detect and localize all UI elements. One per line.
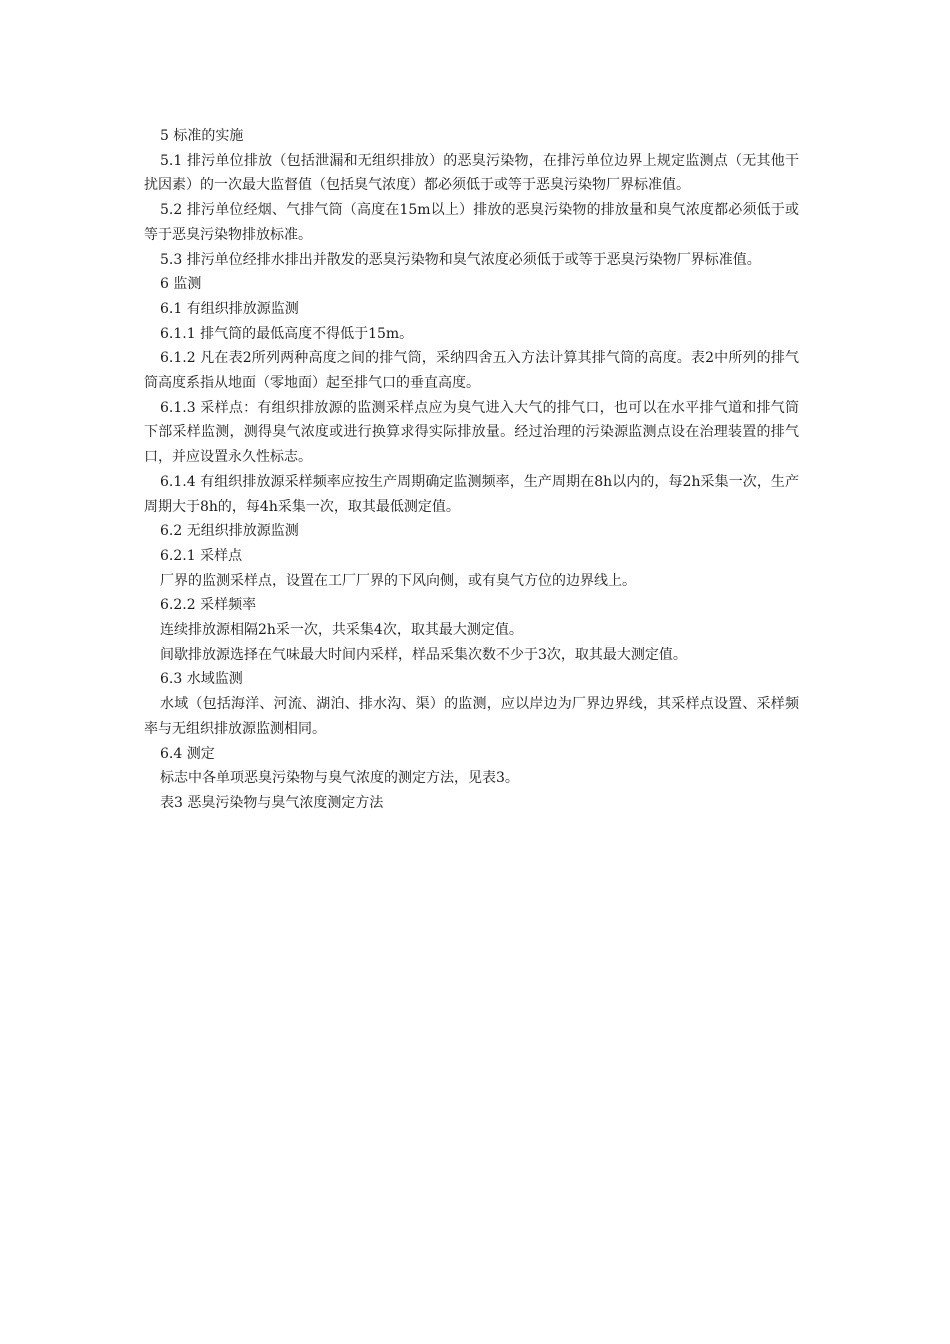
section-heading-6: 6 监测	[160, 276, 202, 293]
clause-6-3-text: 水域（包括海洋、河流、湖泊、排水沟、渠）的监测，应以岸边为厂界边界线，其采样点设置、采样频率与无组织排放源监测相同。	[144, 696, 799, 737]
clause-6-1-1: 6.1.1 排气筒的最低高度不得低于15m。	[160, 325, 414, 342]
clause-6-2-2-text-continuous: 连续排放源相隔2h采一次，共采集4次，取其最大测定值。	[160, 622, 523, 639]
document-page	[144, 124, 799, 816]
subsection-heading-6-1: 6.1 有组织排放源监测	[160, 300, 299, 317]
subsection-heading-6-4: 6.4 测定	[160, 745, 215, 762]
clause-5-3: 5.3 排污单位经排水排出并散发的恶臭污染物和臭气浓度必须低于或等于恶臭污染物厂界标准值。	[160, 251, 761, 268]
subsection-heading-6-3: 6.3 水域监测	[160, 671, 243, 688]
clause-5-1: 5.1 排污单位排放（包括泄漏和无组织排放）的恶臭污染物，在排污单位边界上规定监测点（无其他干扰因素）的一次最大监督值（包括臭气浓度）都必须低于或等于恶臭污染物厂界标准值。	[144, 152, 799, 194]
clause-6-2-1-heading: 6.2.1 采样点	[160, 547, 243, 564]
clause-6-1-3: 6.1.3 采样点：有组织排放源的监测采样点应为臭气进入大气的排气口，也可以在水平排气道和排气筒下部采样监测，测得臭气浓度或进行换算求得实际排放量。经过治理的污染源监测点设在治理装置的排气口，并应设置永久性标志。	[144, 399, 799, 466]
clause-6-4-text: 标志中各单项恶臭污染物与臭气浓度的测定方法，见表3。	[160, 770, 519, 787]
section-heading-5: 5 标准的实施	[160, 128, 244, 144]
clause-6-1-4: 6.1.4 有组织排放源采样频率应按生产周期确定监测频率，生产周期在8h以内的，每2h采集一次，生产周期大于8h的，每4h采集一次，取其最低测定值。	[144, 473, 799, 515]
clause-6-2-2-text-intermittent: 间歇排放源选择在气味最大时间内采样，样品采集次数不少于3次，取其最大测定值。	[160, 646, 687, 663]
clause-6-2-1-text: 厂界的监测采样点，设置在工厂厂界的下风向侧，或有臭气方位的边界线上。	[160, 572, 636, 589]
clause-6-2-2-heading: 6.2.2 采样频率	[160, 597, 257, 614]
clause-6-1-2: 6.1.2 凡在表2所列两种高度之间的排气筒，采纳四舍五入方法计算其排气筒的高度。表2中所列的排气筒高度系指从地面（零地面）起至排气口的垂直高度。	[144, 350, 799, 392]
table-3-caption: 表3 恶臭污染物与臭气浓度测定方法	[160, 794, 384, 811]
clause-5-2: 5.2 排污单位经烟、气排气筒（高度在15m以上）排放的恶臭污染物的排放量和臭气浓度都必须低于或等于恶臭污染物排放标准。	[144, 202, 799, 243]
subsection-heading-6-2: 6.2 无组织排放源监测	[160, 523, 299, 540]
